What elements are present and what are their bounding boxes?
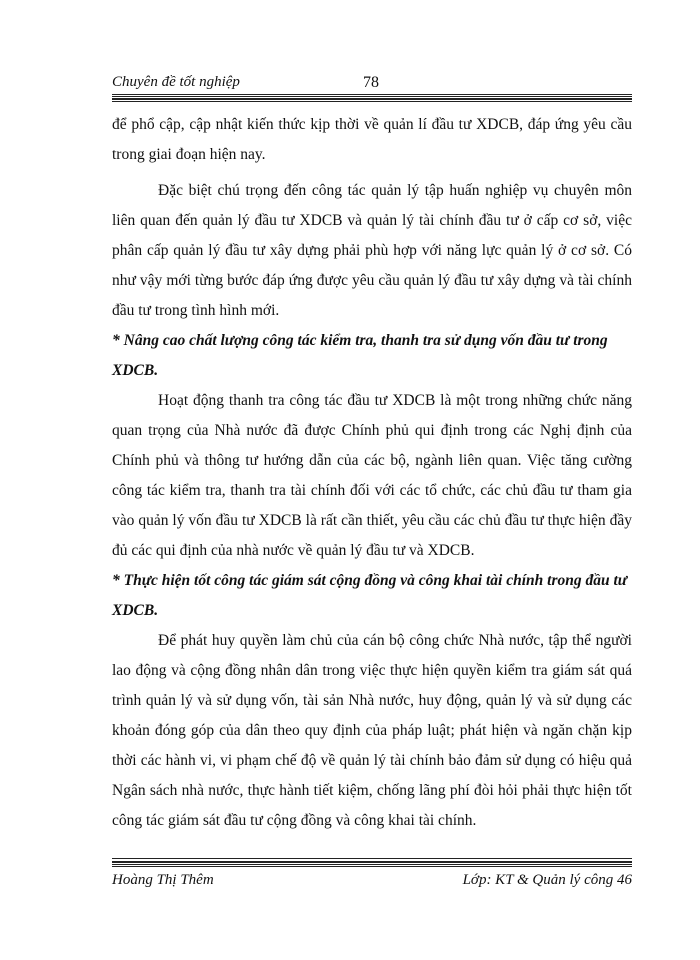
- footer-rule: [112, 861, 632, 863]
- paragraph: Hoạt động thanh tra công tác đầu tư XDCB là một trong những chức năng quan trọng của Nhà nước đã được Chính phủ qui định trong các Nghị định của Chính phủ và thông tư hướng dẫn của các bộ, ngành liên quan. Việc tăng cường công tác kiểm tra, thanh tra tài chính đối với các tổ chức, các chủ đầu tư tham gia vào quản lý vốn đầu tư XDCB là rất cần thiết, yêu cầu các chủ đầu tư thực hiện đầy đủ các qui định của nhà nước về quản lý đầu tư và XDCB.: [112, 392, 632, 559]
- page-header: [112, 70, 632, 104]
- header-rule: [112, 98, 632, 100]
- page-number: 78: [363, 74, 379, 91]
- paragraph: Để phát huy quyền làm chủ của cán bộ công chức Nhà nước, tập thể người lao động và cộng đồng nhân dân trong việc thực hiện quyền kiểm tra giám sát quá trình quản lý và sử dụng vốn, tài sản Nhà nước, huy động, quản lý và sử dụng các khoản đóng góp của dân theo quy định của pháp luật; phát hiện và ngăn chặn kịp thời các hành vi, vi phạm chế độ về quản lý tài chính bảo đảm sử dụng có hiệu quả Ngân sách nhà nước, thực hành tiết kiệm, chống lãng phí đòi hỏi phải thực hiện tốt công tác giám sát đầu tư cộng đồng và công khai tài chính.: [112, 632, 632, 829]
- paragraph: Đặc biệt chú trọng đến công tác quản lý tập huấn nghiệp vụ chuyên môn liên quan đến quản lý đầu tư XDCB và quản lý tài chính đầu tư ở cấp cơ sở, việc phân cấp quản lý đầu tư xây dựng phải phù hợp với năng lực quản lý ở cơ sở. Có như vậy mới từng bước đáp ứng được yêu cầu quản lý đầu tư xây dựng và tài chính đầu tư trong tình hình mới.: [112, 182, 632, 319]
- author-name: Hoàng Thị Thêm: [112, 872, 214, 888]
- header-rule: [112, 96, 632, 97]
- header-rule: [112, 94, 632, 95]
- paragraph: để phổ cập, cập nhật kiến thức kịp thời về quản lí đầu tư XDCB, đáp ứng yêu cầu trong giai đoạn hiện nay.: [112, 116, 632, 163]
- footer-rule: [112, 864, 632, 865]
- document-title: Chuyên đề tốt nghiệp: [112, 74, 240, 90]
- page-body: [112, 110, 632, 836]
- header-rule: [112, 101, 632, 102]
- section-heading: * Thực hiện tốt công tác giám sát cộng đồng và công khai tài chính trong đầu tư XDCB.: [112, 572, 628, 619]
- page-footer: [112, 858, 632, 892]
- footer-rule: [112, 858, 632, 859]
- class-name: Lớp: KT & Quản lý công 46: [462, 872, 632, 888]
- section-heading: * Nâng cao chất lượng công tác kiểm tra, thanh tra sử dụng vốn đầu tư trong XDCB.: [112, 332, 608, 379]
- footer-rule: [112, 866, 632, 867]
